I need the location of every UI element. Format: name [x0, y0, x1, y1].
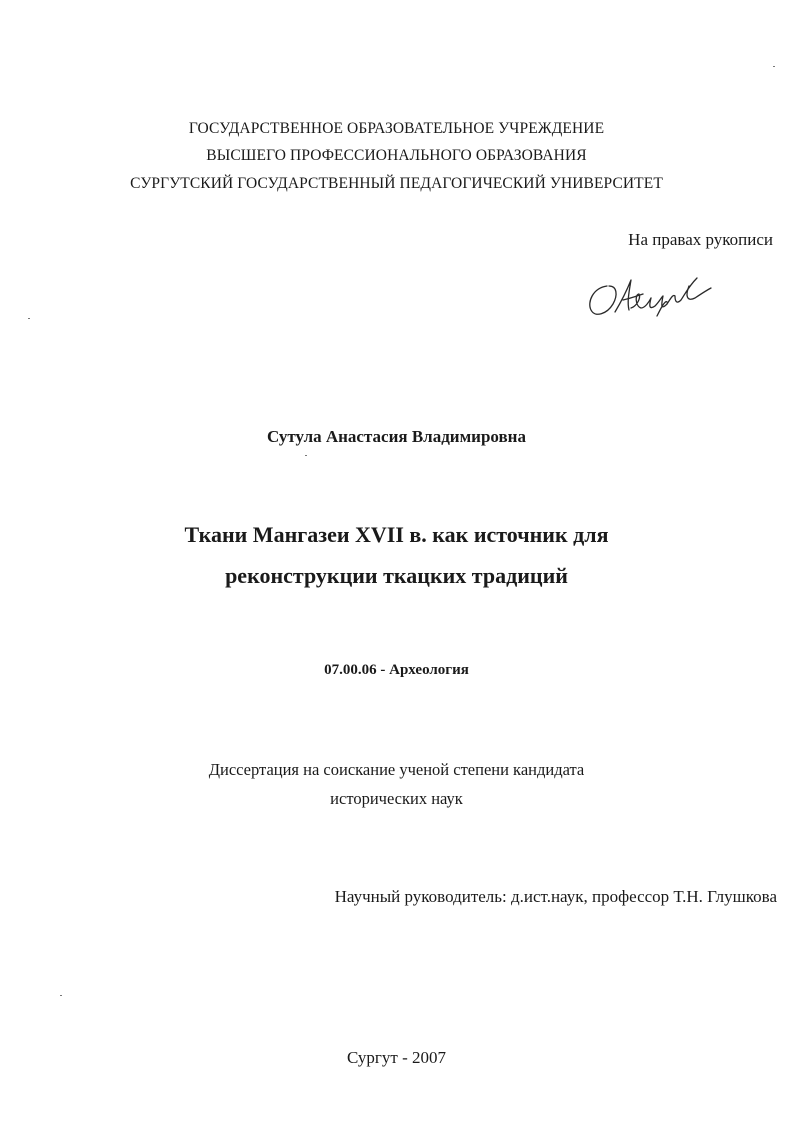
degree-statement-line-2: исторических наук [330, 789, 463, 808]
institution-line-1: ГОСУДАРСТВЕННОЕ ОБРАЗОВАТЕЛЬНОЕ УЧРЕЖДЕНИЕ [188, 120, 605, 137]
dissertation-title-line-1: Ткани Мангазеи XVII в. как источник для [184, 522, 609, 547]
handwritten-signature [585, 272, 715, 324]
place-and-year: Сургут - 2007 [347, 1048, 446, 1067]
rights-note: На правах рукописи [628, 230, 773, 249]
dissertation-title-line-2: реконструкции ткацких традиций [225, 563, 568, 588]
institution-line-3: СУРГУТСКИЙ ГОСУДАРСТВЕННЫЙ ПЕДАГОГИЧЕСКИЙ УНИВЕРСИТЕТ [130, 175, 663, 192]
scan-speck [60, 995, 62, 996]
author-name: Сутула Анастасия Владимировна [267, 427, 526, 446]
scan-speck [28, 318, 30, 319]
institution-line-2: ВЫСШЕГО ПРОФЕССИОНАЛЬНОГО ОБРАЗОВАНИЯ [206, 147, 587, 164]
scan-speck [773, 66, 775, 67]
degree-statement-line-1: Диссертация на соискание ученой степени кандидата [208, 760, 585, 779]
specialty-code: 07.00.06 - Археология [324, 662, 469, 678]
scan-speck [305, 455, 307, 456]
scientific-advisor: Научный руководитель: д.ист.наук, профессор Т.Н. Глушкова [334, 887, 777, 906]
